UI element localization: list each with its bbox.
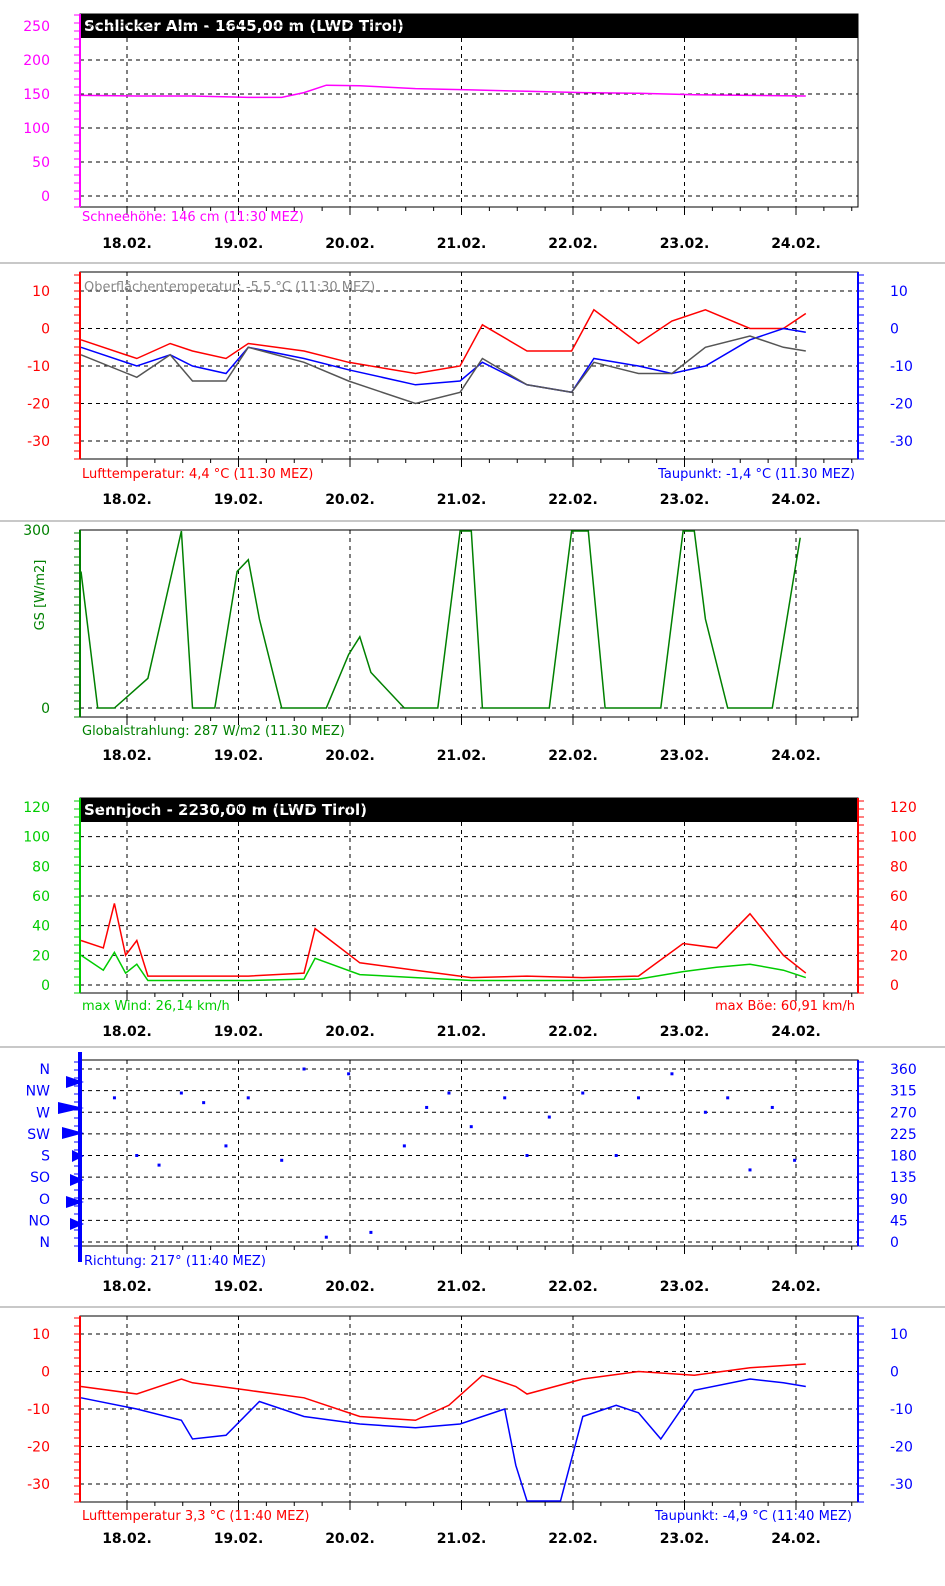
x-tick-label: 20.02. [325, 236, 375, 252]
x-tick-label: 22.02. [548, 492, 598, 508]
direction-point [113, 1096, 116, 1099]
x-tick-label: 23.02. [659, 748, 710, 764]
y-tick-label-right: 225 [890, 1126, 917, 1143]
direction-point [247, 1096, 250, 1099]
y-tick-label: N [39, 1062, 50, 1078]
y-tick-label: 0 [41, 978, 50, 994]
x-tick-label: 21.02. [436, 492, 487, 508]
wind-panel [23, 798, 916, 1040]
snow-y-axis [23, 14, 80, 207]
y-tick-label: NW [25, 1083, 50, 1100]
y-tick-label: 60 [32, 889, 50, 905]
y-tick-label: 120 [23, 800, 50, 816]
y-tick-label-right: 315 [890, 1083, 917, 1100]
sennjoch-temperature-panel [27, 1316, 913, 1547]
x-tick-label: 21.02. [436, 1024, 487, 1040]
x-tick-label: 23.02. [659, 492, 710, 508]
x-tick-label: 20.02. [325, 1024, 375, 1040]
y-tick-label-right: 40 [890, 918, 908, 935]
x-tick-label: 21.02. [436, 1279, 487, 1295]
temperature-panel [27, 272, 913, 508]
x-tick-label: 22.02. [548, 1024, 598, 1040]
y-tick-label-right: 90 [890, 1191, 908, 1208]
y-tick-label-right: 80 [890, 859, 908, 876]
temp-y-axis-left [27, 272, 80, 459]
y-tick-label-right: 45 [890, 1213, 908, 1230]
y-tick-label: 0 [41, 1364, 50, 1381]
direction-point [526, 1154, 529, 1157]
y-tick-label: 10 [32, 1327, 50, 1343]
x-tick-label: 19.02. [213, 492, 264, 508]
y-tick-label-right: 135 [890, 1170, 917, 1187]
x-tick-label: 21.02. [436, 748, 487, 764]
y-tick-label: -20 [27, 1439, 50, 1456]
temp2-y-axis-left [27, 1316, 80, 1502]
direction-degree-axis [858, 1060, 917, 1251]
snow-plot-area [80, 14, 858, 207]
x-tick-label: 24.02. [771, 748, 821, 764]
temp2-y-axis-right [858, 1316, 913, 1502]
wind-y-axis-right [858, 798, 917, 994]
air-temp2-label: Lufttemperatur 3,3 °C (11:40 MEZ) [82, 1509, 310, 1524]
y-tick-label: 40 [32, 918, 50, 935]
y-tick-label: 150 [23, 87, 50, 103]
direction-point [347, 1072, 350, 1075]
y-tick-label: W [36, 1105, 50, 1122]
direction-point [403, 1144, 406, 1147]
direction-point [548, 1116, 551, 1119]
direction-point [280, 1159, 283, 1162]
y-tick-label-right: 0 [890, 1235, 899, 1251]
x-tick-label: 24.02. [771, 1531, 821, 1547]
dewpoint2-label: Taupunkt: -4,9 °C (11:40 MEZ) [654, 1509, 852, 1524]
y-tick-label-right: 10 [890, 1327, 908, 1343]
x-tick-label: 18.02. [102, 1531, 152, 1547]
snow-depth-panel [23, 14, 858, 252]
y-tick-label: 0 [41, 321, 50, 338]
x-tick-label: 22.02. [548, 236, 598, 252]
y-tick-label: NO [28, 1213, 50, 1230]
y-tick-label: 0 [41, 189, 50, 205]
x-tick-label: 24.02. [771, 236, 821, 252]
y-tick-label-right: -10 [890, 1402, 913, 1418]
y-tick-label: -30 [27, 434, 50, 450]
surface-temp-label: Oberflächentemperatur: -5,5 °C (11:30 MEZ) [84, 280, 376, 295]
x-tick-label: 19.02. [213, 1531, 264, 1547]
x-tick-label: 24.02. [771, 492, 821, 508]
direction-point [726, 1096, 729, 1099]
x-tick-label: 18.02. [102, 748, 152, 764]
y-tick-label: -30 [27, 1477, 50, 1493]
radiation-plot-area [80, 530, 858, 717]
x-tick-label: 21.02. [436, 1531, 487, 1547]
y-tick-label: 20 [32, 948, 50, 965]
y-tick-label: 10 [32, 284, 50, 300]
station-title: Schlicker Alm - 1645,00 m (LWD Tirol) [84, 17, 404, 35]
y-tick-label: 300 [23, 523, 50, 539]
radiation-y-axis [23, 523, 80, 717]
y-tick-label-right: 20 [890, 948, 908, 965]
direction-point [425, 1106, 428, 1109]
y-tick-label: SO [30, 1170, 50, 1187]
y-tick-label-right: -30 [890, 434, 913, 450]
x-tick-label: 24.02. [771, 1279, 821, 1295]
x-tick-label: 20.02. [325, 748, 375, 764]
direction-point [224, 1144, 227, 1147]
global-radiation-label: Globalstrahlung: 287 W/m2 (11.30 MEZ) [82, 724, 345, 739]
direction-point [704, 1111, 707, 1114]
wind-rose-icon [58, 1052, 84, 1262]
y-tick-label-right: 120 [890, 800, 917, 816]
x-tick-label: 22.02. [548, 1279, 598, 1295]
y-tick-label-right: -20 [890, 1439, 913, 1456]
temp-plot-area [80, 272, 858, 459]
x-tick-label: 18.02. [102, 492, 152, 508]
x-tick-label: 19.02. [213, 1279, 264, 1295]
temp2-plot-area [80, 1316, 858, 1502]
x-tick-label: 23.02. [659, 1279, 710, 1295]
y-tick-label: 250 [23, 19, 50, 35]
y-tick-label: O [38, 1191, 50, 1208]
direction-label: Richtung: 217° (11:40 MEZ) [84, 1254, 266, 1269]
wind-direction-panel [26, 1052, 917, 1295]
y-tick-label-right: 0 [890, 978, 899, 994]
x-tick-label: 19.02. [213, 1024, 264, 1040]
radiation-axis-label: GS [W/m2] [33, 559, 48, 631]
x-tick-label: 18.02. [102, 1024, 152, 1040]
direction-point [749, 1168, 752, 1171]
y-tick-label-right: -10 [890, 359, 913, 375]
direction-point [771, 1106, 774, 1109]
x-tick-label: 24.02. [771, 1024, 821, 1040]
direction-point [615, 1154, 618, 1157]
y-tick-label-right: -20 [890, 396, 913, 413]
direction-point [325, 1236, 328, 1239]
y-tick-label: 50 [32, 155, 50, 171]
y-tick-label-right: 0 [890, 1364, 899, 1381]
direction-point [670, 1072, 673, 1075]
x-tick-label: 20.02. [325, 492, 375, 508]
y-tick-label: 100 [23, 829, 50, 846]
y-tick-label-right: 0 [890, 321, 899, 338]
direction-point [447, 1092, 450, 1095]
x-tick-label: 20.02. [325, 1279, 375, 1295]
direction-point [470, 1125, 473, 1128]
y-tick-label: 80 [32, 859, 50, 876]
direction-plot-area [80, 1060, 858, 1246]
max-wind-label: max Wind: 26,14 km/h [82, 999, 230, 1014]
y-tick-label-right: 60 [890, 889, 908, 905]
y-tick-label: N [39, 1235, 50, 1251]
y-tick-label-right: 360 [890, 1062, 917, 1078]
x-tick-label: 22.02. [548, 748, 598, 764]
station-title: Sennjoch - 2230,00 m (LWD Tirol) [84, 801, 367, 819]
direction-point [503, 1096, 506, 1099]
radiation-panel [23, 523, 858, 764]
direction-point [180, 1092, 183, 1095]
direction-point [369, 1231, 372, 1234]
y-tick-label-right: -30 [890, 1477, 913, 1493]
air-temp-label: Lufttemperatur: 4,4 °C (11.30 MEZ) [82, 467, 314, 482]
temp-y-axis-right [858, 272, 913, 459]
direction-point [135, 1154, 138, 1157]
y-tick-label: -20 [27, 396, 50, 413]
dewpoint-label: Taupunkt: -1,4 °C (11.30 MEZ) [658, 467, 855, 482]
max-gust-label: max Böe: 60,91 km/h [715, 999, 855, 1014]
y-tick-label: 100 [23, 121, 50, 137]
snow-depth-label: Schneehöhe: 146 cm (11:30 MEZ) [82, 210, 304, 225]
direction-point [637, 1096, 640, 1099]
y-tick-label: 200 [23, 53, 50, 69]
wind-plot-area [80, 798, 858, 993]
x-tick-label: 21.02. [436, 236, 487, 252]
x-tick-label: 18.02. [102, 236, 152, 252]
direction-point [581, 1092, 584, 1095]
x-tick-label: 19.02. [213, 236, 264, 252]
x-tick-label: 23.02. [659, 1531, 710, 1547]
x-tick-label: 23.02. [659, 1024, 710, 1040]
y-tick-label-right: 100 [890, 829, 917, 846]
direction-point [303, 1068, 306, 1071]
y-tick-label: S [41, 1148, 50, 1165]
x-tick-label: 18.02. [102, 1279, 152, 1295]
y-tick-label-right: 180 [890, 1148, 917, 1165]
direction-point [158, 1164, 161, 1167]
x-tick-label: 23.02. [659, 236, 710, 252]
y-tick-label: SW [27, 1126, 50, 1143]
direction-point [202, 1101, 205, 1104]
x-tick-label: 22.02. [548, 1531, 598, 1547]
x-tick-label: 19.02. [213, 748, 264, 764]
y-tick-label-right: 10 [890, 284, 908, 300]
y-tick-label: -10 [27, 1402, 50, 1418]
wind-y-axis-left [23, 798, 80, 994]
y-tick-label: -10 [27, 359, 50, 375]
y-tick-label: 0 [41, 701, 50, 717]
x-tick-label: 20.02. [325, 1531, 375, 1547]
y-tick-label-right: 270 [890, 1105, 917, 1122]
direction-point [793, 1159, 796, 1162]
